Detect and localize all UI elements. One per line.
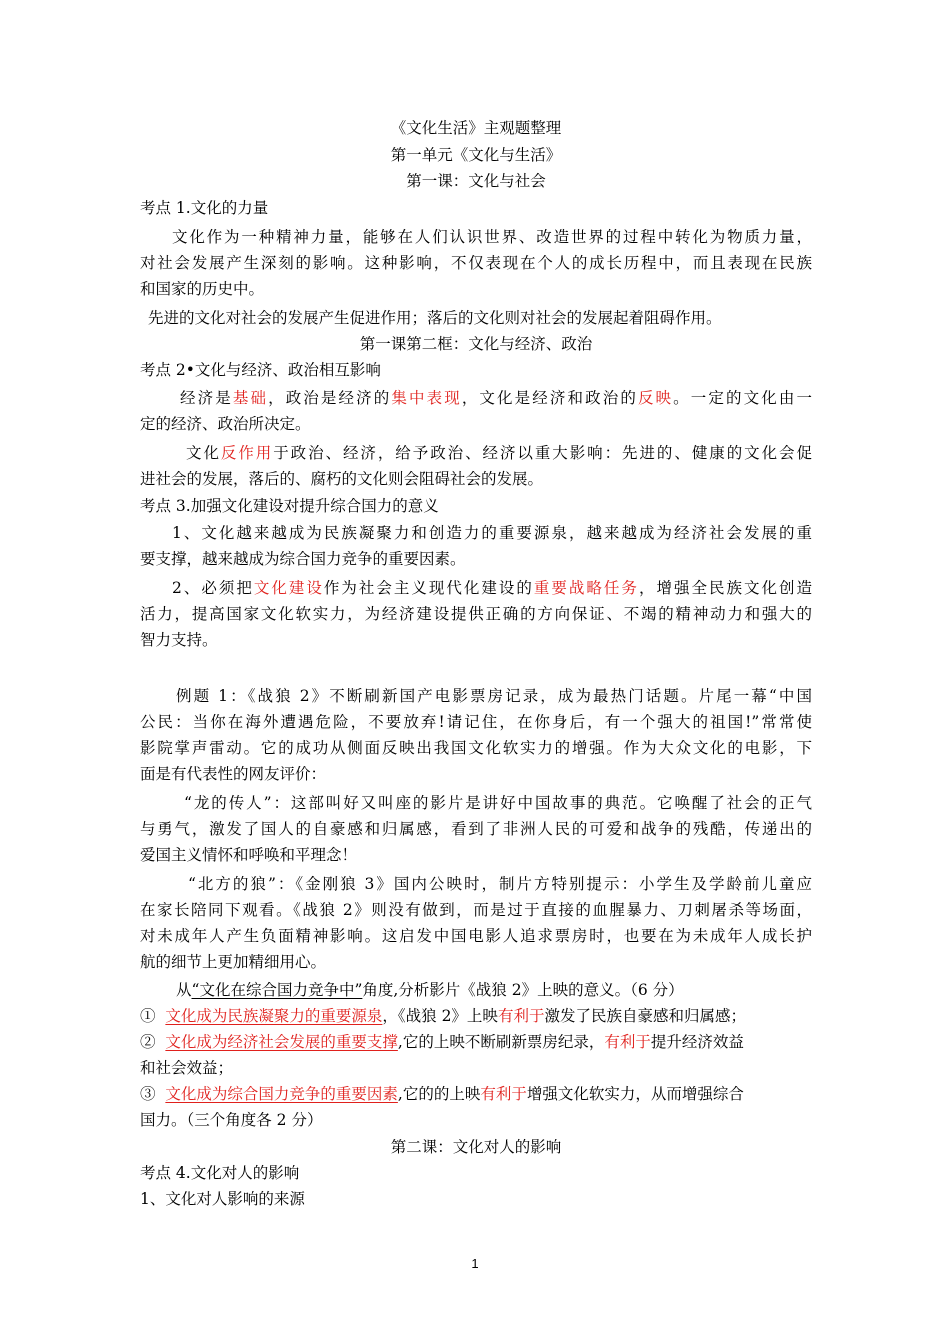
kp3-line: 要支撑，越来越成为综合国力竞争的重要因素。	[140, 550, 466, 568]
document-title: 《文化生活》主观题整理	[390, 119, 562, 137]
comment2-line: 航的细节上更加精细用心。	[140, 953, 327, 971]
kp2-line: 进社会的发展，落后的、腐朽的文化则会阻碍社会的发展。	[140, 470, 544, 488]
example-line: 面是有代表性的网友评价：	[140, 765, 327, 783]
kp2-line: 经济是基础，政治是经济的集中表现，文化是经济和政治的反映。一定的文化由一	[180, 389, 812, 407]
kp1-line: 和国家的历史中。	[140, 280, 265, 298]
kp2-line: 文化反作用于政治、经济，给予政治、经济以重大影响：先进的、健康的文化会促	[186, 444, 812, 462]
kp1-line: 对社会发展产生深刻的影响。这种影响，不仅表现在个人的成长历程中，而且表现在民族	[140, 254, 812, 272]
example-line: 影院掌声雷动。它的成功从侧面反映出我国文化软实力的增强。作为大众文化的电影，下	[140, 739, 812, 757]
comment1-line: “龙的传人”：这部叫好又叫座的影片是讲好中国故事的典范。它唤醒了社会的正气	[184, 794, 812, 812]
example-line: 公民：当你在海外遭遇危险，不要放弃!请记住，在你身后，有一个强大的祖国!”常常使	[140, 713, 812, 731]
kp3-heading: 考点 3.加强文化建设对提升综合国力的意义	[140, 497, 439, 515]
answer-1: ① 文化成为民族凝聚力的重要源泉，《战狼 2》上映有利于激发了民族自豪感和归属感；	[140, 1007, 746, 1025]
answer-2-cont: 和社会效益；	[140, 1059, 234, 1077]
comment2-line: 对未成年人产生负面精神影响。这启发中国电影人追求票房时，也要在为未成年人成长护	[140, 927, 812, 945]
comment1-line: 与勇气，激发了国人的自豪感和归属感，看到了非洲人民的可爱和战争的残酷，传递出的	[140, 820, 812, 838]
answer-3-cont: 国力。（三个角度各 2 分）	[140, 1111, 323, 1129]
frame2-title: 第一课第二框：文化与经济、政治	[359, 335, 593, 353]
kp4-subheading: 1、文化对人影响的来源	[140, 1190, 305, 1208]
comment2-line: “北方的狼”：《金刚狼 3》国内公映时，制片方特别提示：小学生及学龄前儿童应	[188, 875, 812, 893]
example-line: 例题 1：《战狼 2》不断刷新国产电影票房记录，成为最热门话题。片尾一幕“中国	[176, 687, 812, 705]
kp1-line: 文化作为一种精神力量，能够在人们认识世界、改造世界的过程中转化为物质力量，	[172, 228, 812, 246]
kp3-line: 1、文化越来越成为民族凝聚力和创造力的重要源泉，越来越成为经济社会发展的重	[172, 524, 812, 542]
kp3-line: 2、必须把文化建设作为社会主义现代化建设的重要战略任务，增强全民族文化创造	[172, 579, 812, 597]
kp3-line: 活力，提高国家文化软实力，为经济建设提供正确的方向保证、不竭的精神动力和强大的	[140, 605, 812, 623]
answer-2: ② 文化成为经济社会发展的重要支撑,它的上映不断刷新票房纪录，有利于提升经济效益	[140, 1033, 744, 1051]
kp2-line: 定的经济、政治所决定。	[140, 415, 311, 433]
comment1-line: 爱国主义情怀和呼唤和平理念！	[140, 846, 358, 864]
unit-title: 第一单元《文化与生活》	[390, 146, 562, 164]
answer-3: ③ 文化成为综合国力竞争的重要因素,它的的上映有利于增强文化软实力，从而增强综合	[140, 1085, 744, 1103]
lesson1-title: 第一课：文化与社会	[406, 172, 546, 190]
kp2-heading: 考点 2•文化与经济、政治相互影响	[140, 361, 381, 379]
kp1-heading: 考点 1.文化的力量	[140, 199, 269, 217]
kp1-line: 先进的文化对社会的发展产生促进作用；落后的文化则对社会的发展起着阻碍作用。	[148, 309, 722, 327]
lesson2-title: 第二课：文化对人的影响	[390, 1138, 562, 1156]
kp3-line: 智力支持。	[140, 631, 218, 649]
question-line: 从“文化在综合国力竞争中”角度,分析影片《战狼 2》上映的意义。（6 分）	[176, 981, 684, 999]
kp4-heading: 考点 4.文化对人的影响	[140, 1164, 300, 1182]
page-number: 1	[471, 1256, 479, 1271]
comment2-line: 在家长陪同下观看。《战狼 2》则没有做到，而是过于直接的血腥暴力、刀刺屠杀等场面，	[140, 901, 812, 919]
